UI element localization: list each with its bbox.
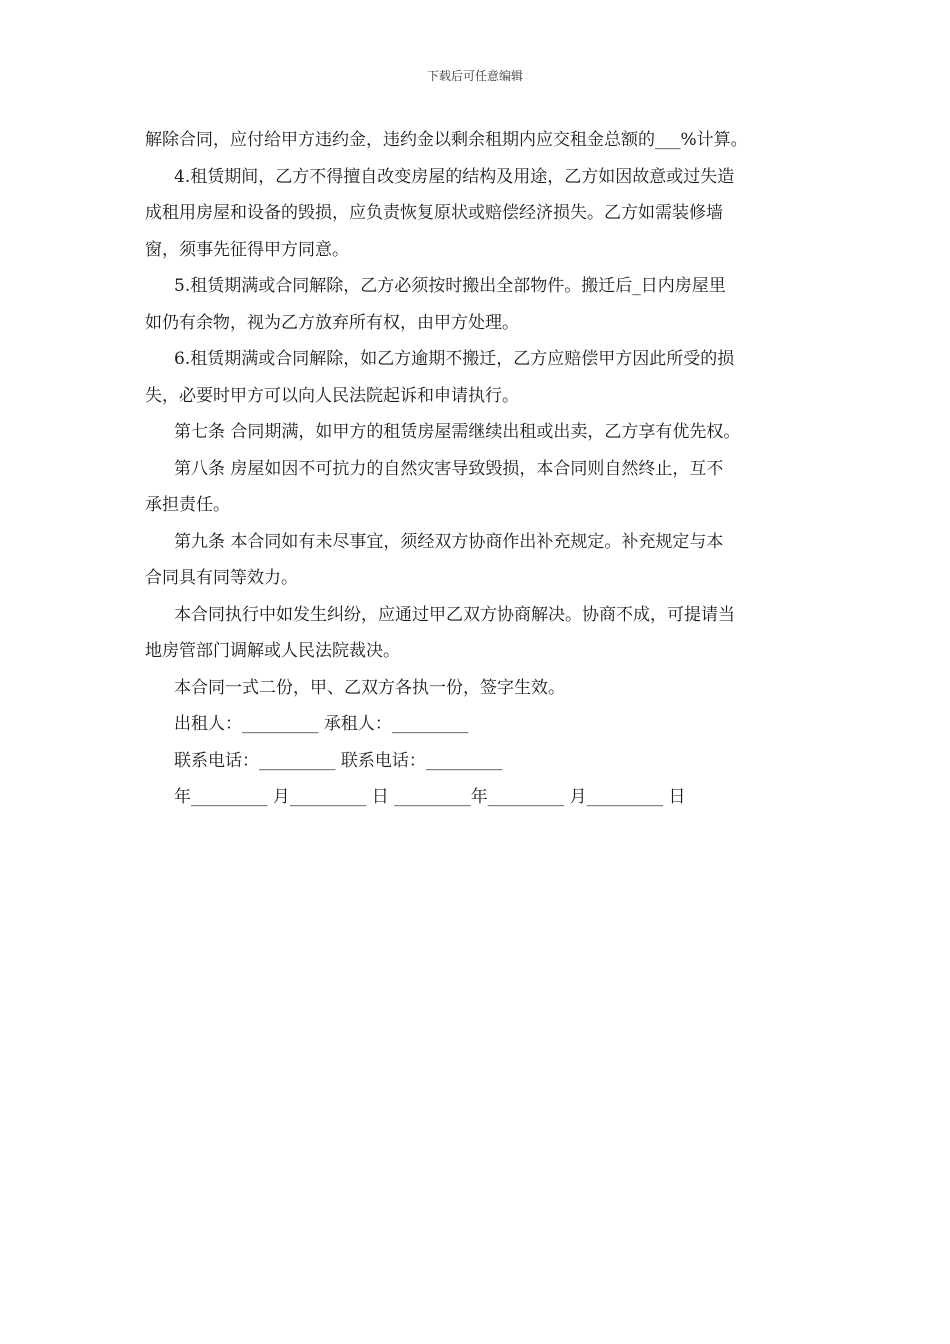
- paragraph-line: 5.租赁期满或合同解除，乙方必须按时搬出全部物件。搬迁后_日内房屋里: [174, 276, 726, 296]
- paragraph-line: 地房管部门调解或人民法院裁决。: [145, 641, 400, 661]
- paragraph-line: 6.租赁期满或合同解除，如乙方逾期不搬迁，乙方应赔偿甲方因此所受的损: [174, 349, 735, 369]
- paragraph-line: 第九条 本合同如有未尽事宜，须经双方协商作出补充规定。补充规定与本: [174, 531, 724, 552]
- paragraph-line: 如仍有余物，视为乙方放弃所有权，由甲方处理。: [145, 312, 519, 333]
- paragraph-line: 解除合同，应付给甲方违约金，违约金以剩余租期内应交租金总额的___%计算。: [145, 130, 748, 150]
- paragraph-line: 失，必要时甲方可以向人民法院起诉和申请执行。: [145, 385, 519, 406]
- page-header: 下载后可任意编辑: [426, 69, 523, 83]
- paragraph-line: 承担责任。: [145, 495, 230, 515]
- signature-date-line: 年_________ 月_________ 日 _________年_________ 月_________ 日: [174, 787, 686, 807]
- paragraph-line: 4.租赁期间，乙方不得擅自改变房屋的结构及用途，乙方如因故意或过失造: [174, 166, 735, 187]
- paragraph-line: 本合同一式二份，甲、乙双方各执一份，签字生效。: [174, 677, 565, 698]
- paragraph-line: 第七条 合同期满，如甲方的租赁房屋需继续出租或出卖，乙方享有优先权。: [174, 422, 741, 442]
- paragraph-line: 本合同执行中如发生纠纷，应通过甲乙双方协商解决。协商不成，可提请当: [174, 604, 735, 625]
- paragraph-line: 第八条 房屋如因不可抗力的自然灾害导致毁损，本合同则自然终止，互不: [174, 458, 724, 479]
- signature-parties-line: 出租人：_________ 承租人：_________: [174, 714, 469, 734]
- paragraph-line: 成租用房屋和设备的毁损，应负责恢复原状或赔偿经济损失。乙方如需装修墙: [145, 203, 723, 223]
- paragraph-line: 合同具有同等效力。: [145, 568, 298, 588]
- paragraph-line: 窗，须事先征得甲方同意。: [145, 239, 349, 260]
- signature-phone-line: 联系电话：_________ 联系电话：_________: [174, 750, 503, 771]
- contract-body: [145, 122, 810, 816]
